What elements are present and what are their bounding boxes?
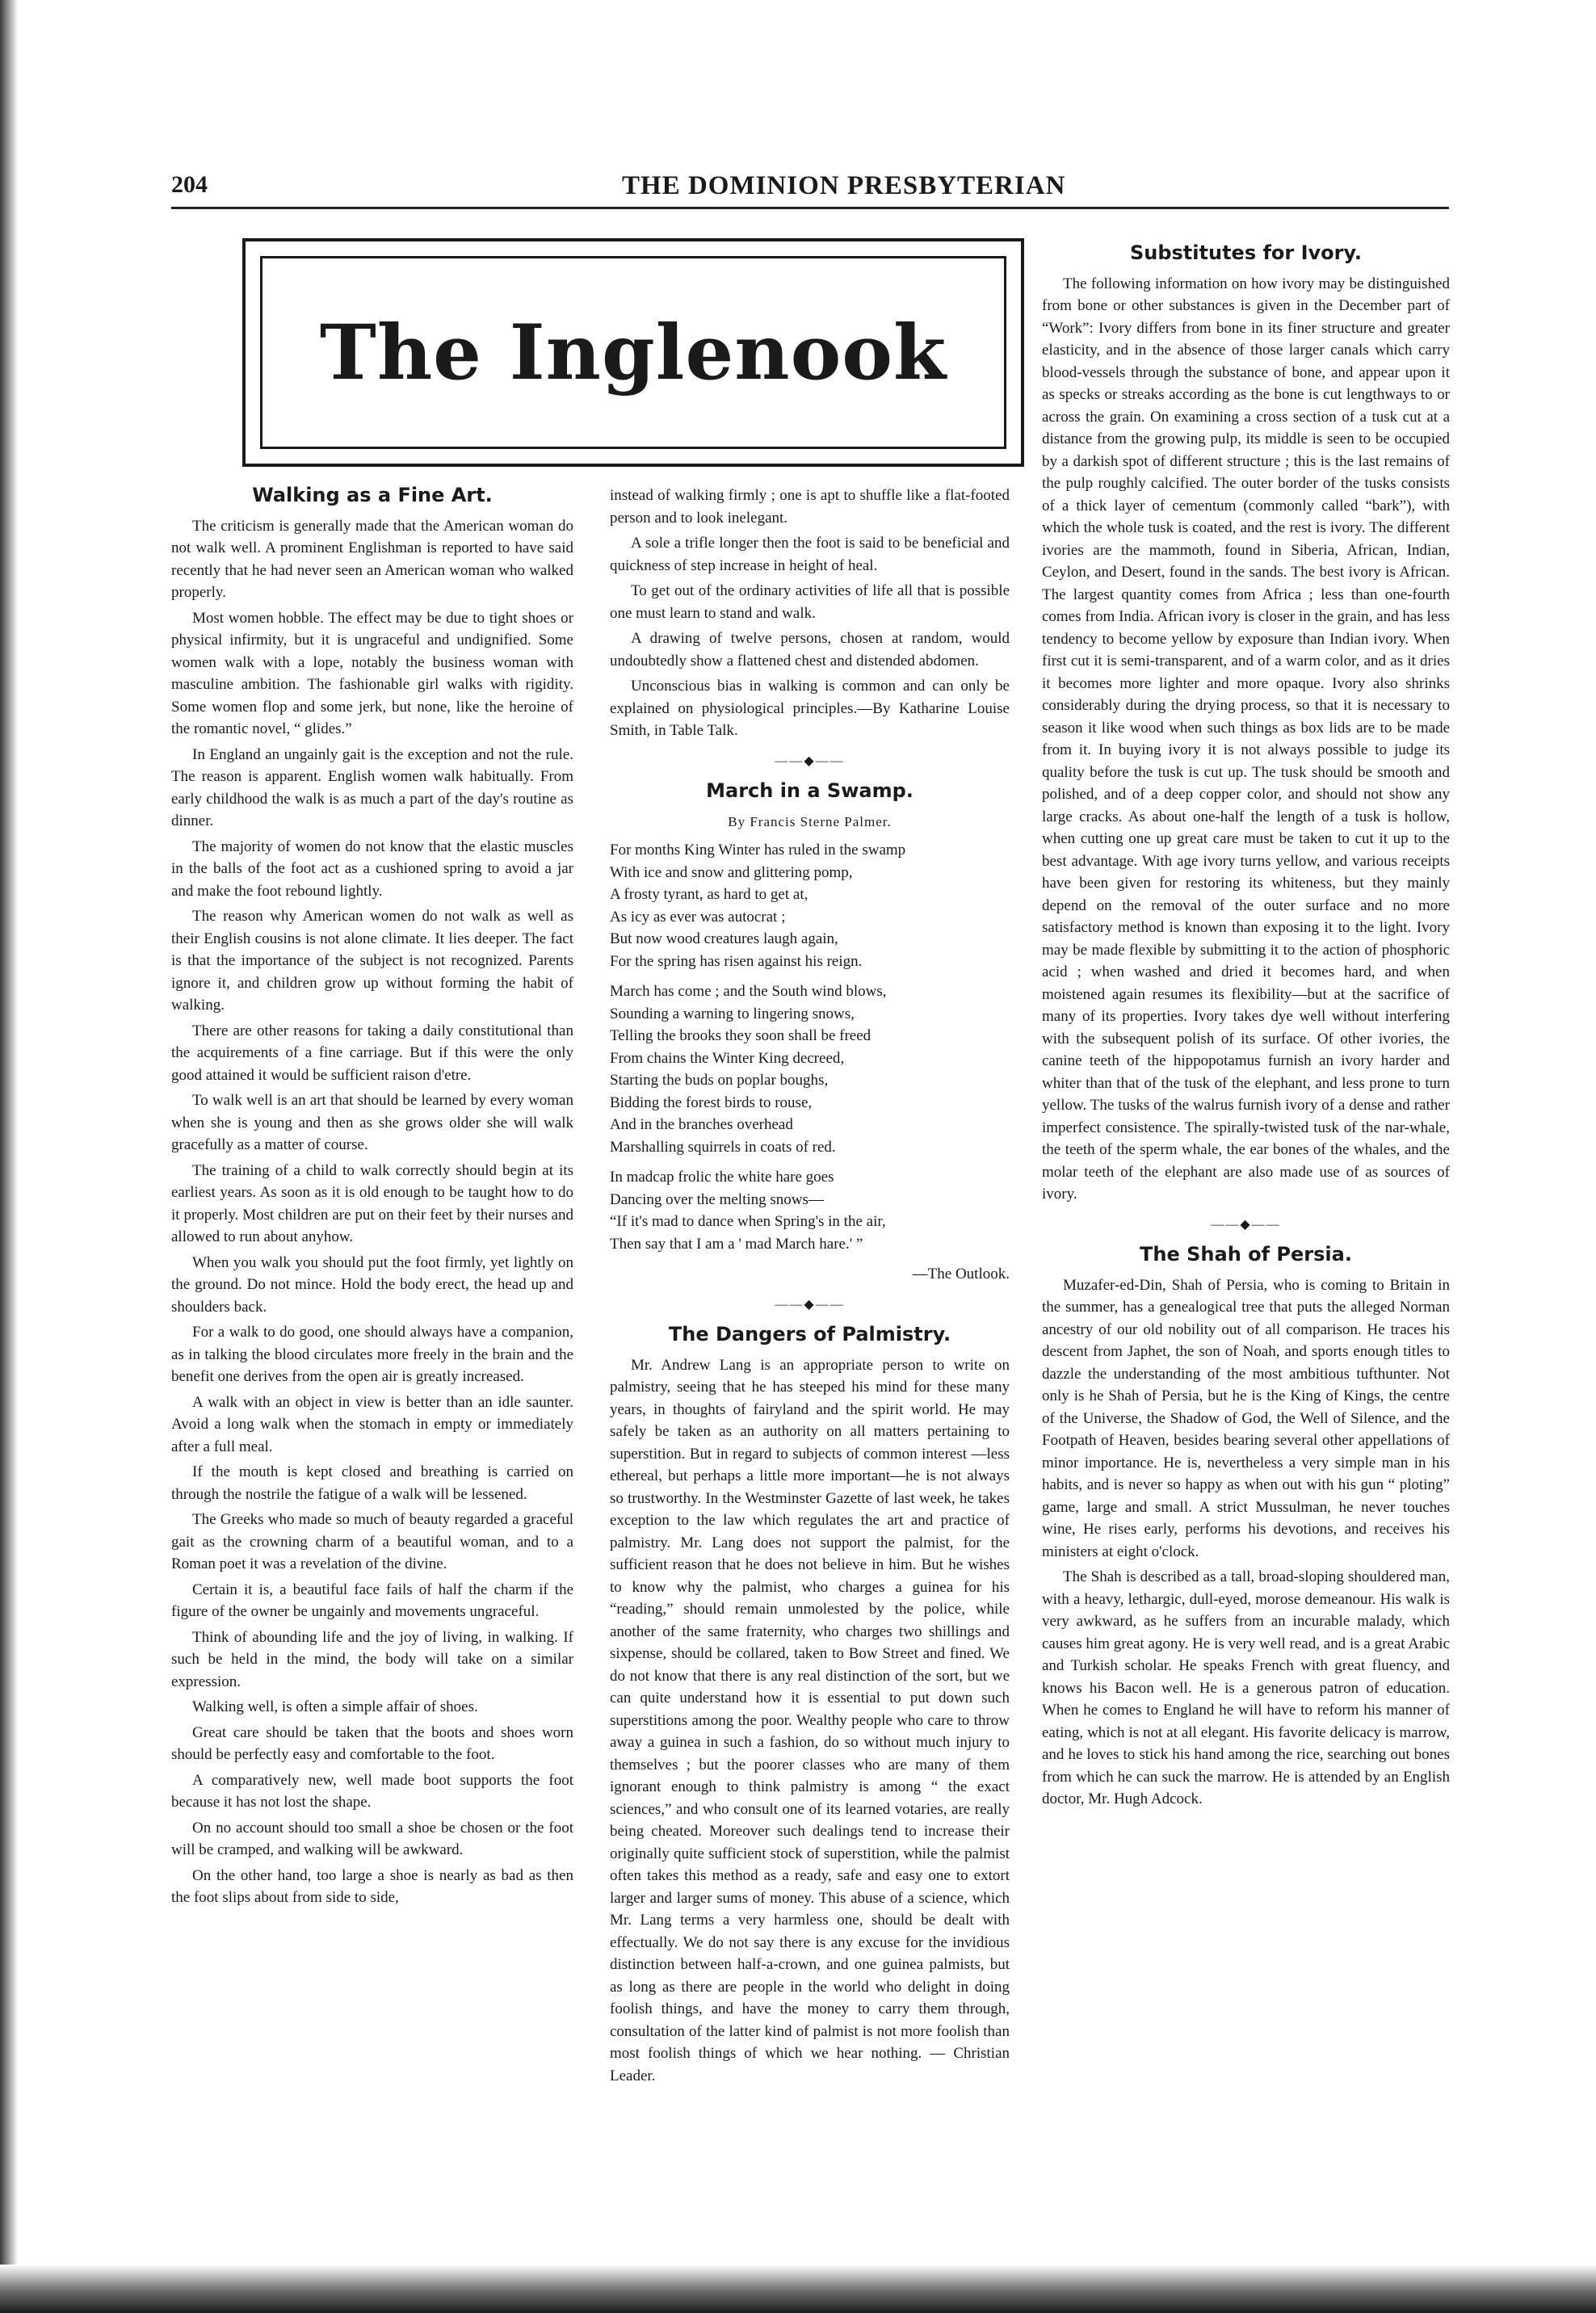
poem-line: For months King Winter has ruled in the swamp: [610, 842, 906, 858]
paragraph: For a walk to do good, one should always have a companion, as in talking the blood circulates more freely in the brain and the benefit one derives from the open air is greatly increased.: [171, 1324, 573, 1385]
running-head: THE DOMINION PRESBYTERIAN: [622, 171, 1066, 200]
paragraph: In England an ungainly gait is the exception and not the rule. The reason is apparent. English women walk habitually. From early childhood the walk is as much a part of the day's routine as dinner.: [171, 745, 573, 829]
paragraph: Great care should be taken that the boots and shoes worn should be perfectly easy and comfortable to the foot.: [171, 1723, 573, 1763]
paragraph: instead of walking firmly ; one is apt to shuffle like a flat-footed person and to look inelegant.: [610, 487, 1010, 527]
poem-credit: —The Outlook.: [912, 1266, 1010, 1282]
poem-line: But now wood creatures laugh again,: [610, 930, 838, 947]
poem-line: And in the branches overhead: [610, 1116, 793, 1133]
paragraph: Mr. Andrew Lang is an appropriate person to write on palmistry, seeing that he has steeped his mind for these many years, in thoughts of fairyland and the spirit world. He may safely be taken as an authority on all matters pertaining to superstition. But in regard to subjects of common interest —less ethereal, but perhaps a little more important—he is not always so trustworthy. In the Westminster Gazette of last week, he takes exception to the law which regulates the art and practice of palmistry. Mr. Lang does not support the palmist, for the sufficient reason that he does not believe in him. But he wishes to know why the palmist, who charges a guinea for his “reading,” should remain unmolested by the police, while another of the same fraternity, who charges two shillings and sixpense, should be collared, taken to Bow Street and fined. We do not know that there is any real distinction of the sort, but we can quite understand how it is essential to put down such superstitions among the poor. Wealthy people who care to throw away a guinea in such a fashion, do so without much injury to themselves ; but the poorer classes who are many of them ignorant enough to think palmistry is among “ the exact sciences,” and who consult one of its learned votaries, are really being cheated. Moreover such dealings tend to increase their originally quite sufficient stock of superstition, while the palmist often takes this method as a ready, safe and easy one to extort larger and larger sums of money. This abuse of a science, which Mr. Lang terms a very harmless one, should be dealt with effectually. We do not say there is any excuse for the invidious distinction between half-a-crown, and one guinea palmists, but as long as there are people in the world who delight in doing foolish things, and have the money to carry them through, consultation of the latter kind of palmist is not more foolish than most foolish things of which we hear nothing. — Christian Leader.: [610, 1356, 1010, 2084]
paragraph: A comparatively new, well made boot supports the foot because it has not lost the shape.: [171, 1771, 573, 1811]
poem-line: For the spring has risen against his reign.: [610, 952, 863, 970]
paragraph: If the mouth is kept closed and breathing is carried on through the nostrile the fatigue of a walk will be lessened.: [171, 1463, 573, 1503]
paragraph: The majority of women do not know that the elastic muscles in the balls of the foot act as a cushioned spring to avoid a jar and make the foot rebound lightly.: [171, 837, 573, 900]
paragraph: A sole a trifle longer then the foot is said to be beneficial and quickness of step increase in height of heal.: [610, 535, 1010, 574]
byline: By Francis Sterne Palmer.: [728, 813, 892, 829]
masthead-title: The Inglenook: [319, 308, 947, 397]
scan-edge-bottom: [0, 2265, 1596, 2313]
article-title-palmistry: The Dangers of Palmistry.: [668, 1323, 951, 1345]
article-title-ivory: Substitutes for Ivory.: [1129, 241, 1363, 264]
article-title-swamp: March in a Swamp.: [706, 779, 914, 802]
article-title-walking: Walking as a Fine Art.: [252, 484, 493, 506]
paragraph: The training of a child to walk correctly should begin at its earliest years. As soon as it is old enough to be taught how to do it properly. Most children are put on their feet by their nurses and allowed to run about anyhow.: [171, 1161, 573, 1245]
paragraph: Think of abounding life and the joy of living, in walking. If such be held in the mind, the body will take on a similar expression.: [171, 1628, 573, 1690]
paragraph: On the other hand, too large a shoe is nearly as bad as then the foot slips about from side to side,: [171, 1866, 573, 1906]
paragraph: Certain it is, a beautiful face fails of half the charm if the figure of the owner be ungainly and movements ungraceful.: [171, 1580, 573, 1620]
poem-line: Dancing over the melting snows—: [610, 1190, 824, 1208]
poem-line: Sounding a warning to lingering snows,: [610, 1005, 855, 1022]
paragraph: Most women hobble. The effect may be due to tight shoes or physical infirmity, but it is ungraceful and undignified. Some women walk with a lope, notably the business woman with masculine ambition. The fashionable girl walks with rigidity. Some women flop and some jerk, but none, like the heroine of the romantic novel, “ glides.”: [171, 609, 573, 737]
paragraph: To walk well is an art that should be learned by every woman when she is young and then as she grows older she will walk gracefully as a matter of course.: [171, 1092, 573, 1153]
masthead-frame: [242, 238, 1024, 467]
section-divider: ——◆——: [1211, 1217, 1281, 1232]
poem-line: “If it's mad to dance when Spring's in the air,: [610, 1213, 886, 1230]
poem-stanza: [610, 1166, 1010, 1255]
section-divider: ——◆——: [775, 754, 845, 768]
masthead-inner-frame: [260, 256, 1006, 449]
poem-line: Then say that I am a ' mad March hare.' ”: [610, 1235, 863, 1253]
header-rule: [171, 207, 1449, 209]
paragraph: The Greeks who made so much of beauty regarded a graceful gait as the crowning charm of a beautiful woman, and to a Roman poet it was a revelation of the divine.: [171, 1511, 573, 1572]
poem-stanza: [610, 839, 1010, 972]
paragraph: On no account should too small a shoe be chosen or the foot will be cramped, and walking will be awkward.: [171, 1819, 573, 1858]
poem-line: Telling the brooks they soon shall be freed: [610, 1027, 872, 1044]
paragraph: The Shah is described as a tall, broad-sloping shouldered man, with a heavy, lethargic, dull-eyed, morose demeanour. His walk is very awkward, as he suffers from an incurable malady, which causes him great agony. He is very well read, and is a great Arabic and Turkish scholar. He speaks French with great fluency, and knows his Bacon well. He is a generous patron of education. When he comes to England he will have to reform his manner of eating, which is not at all elegant. His favorite delicacy is marrow, and he loves to stick his hand among the rice, searching out bones from which he can suck the marrow. He is attended by an English doctor, Mr. Hugh Adcock.: [1042, 1568, 1450, 1807]
poem-line: As icy as ever was autocrat ;: [610, 908, 786, 926]
paragraph: A drawing of twelve persons, chosen at random, would undoubtedly show a flattened chest and distended abdomen.: [610, 630, 1010, 670]
article-title-shah: The Shah of Persia.: [1140, 1243, 1352, 1266]
page-number: 204: [171, 171, 208, 198]
paragraph: Walking well, is often a simple affair of shoes.: [192, 1698, 478, 1715]
poem-line: Bidding the forest birds to rouse,: [610, 1094, 813, 1111]
poem-line: March has come ; and the South wind blows,: [610, 983, 887, 1000]
paragraph: The reason why American women do not walk as well as their English cousins is not alone climate. It lies deeper. The fact is that the importance of the subject is not recognized. Parents ignore it, and children grow up without forming the habit of walking.: [171, 908, 573, 1014]
scan-edge-left: [0, 0, 18, 2313]
paragraph: Unconscious bias in walking is common and can only be explained on physiological principles.—By Katharine Louise Smith, in Table Talk.: [610, 678, 1010, 739]
column-3: [1042, 242, 1450, 1814]
poem-line: Starting the buds on poplar boughs,: [610, 1072, 829, 1089]
poem-line: With ice and snow and glittering pomp,: [610, 863, 853, 881]
poem-line: A frosty tyrant, as hard to get at,: [610, 886, 808, 903]
column-1: [171, 485, 573, 1912]
paragraph: A walk with an object in view is better than an idle saunter. Avoid a long walk when the stomach in empty or immediately after a full meal.: [171, 1393, 573, 1455]
paragraph: When you walk you should put the foot firmly, yet lightly on the ground. Do not mince. Hold the body erect, the head up and shoulders back.: [171, 1253, 573, 1316]
poem-stanza: [610, 980, 1010, 1158]
paragraph: The criticism is generally made that the American woman do not walk well. A prominent Englishman is reported to have said recently that he had never seen an American woman who walked properly.: [171, 517, 573, 601]
paragraph: The following information on how ivory may be distinguished from bone or other substances is given in the December part of “Work”: Ivory differs from bone in its finer structure and greater elasticity, and in the absence of those larger canals which carry blood-vessels through the substance of bone, and appear upon it as specks or streaks according as the bone is cut lengthways to or across the grain. On examining a cross section of a tusk cut at a distance from the growing pulp, its middle is seen to be occupied by a darkish spot of different structure ; this is the last remains of the pulp roughly calcified. The outer border of the tusks consists of a thick layer of cementum (commonly called “bark”), with which the whole tusk is coated, and the rest is ivory. The different ivories are the mammoth, found in Siberia, African, Indian, Ceylon, and Desert, found in the sands. The best ivory is African. The largest quantity comes from Africa ; less than one-fourth comes from India. African ivory is closer in the grain, and has less tendency to become yellow by exposure than Indian ivory. When first cut it is semi-transparent, and of a warm color, and as it dries it becomes more lighter and more opaque. Ivory also shrinks considerably during the drying process, so that it is necessary to season it like wood when such things as box lids are to be made from it. In buying ivory it is not always possible to judge its quality before the tusk is cut up. The tusk should be smooth and polished, and of a deep copper color, and should not show any large cracks. As about one-half the length of a tusk is hollow, when cutting one up great care must be taken to cut it up to the best advantage. With age ivory turns yellow, and various receipts have been given for restoring its whiteness, but they mainly depend on the removal of the outer surface and no more satisfactory method is known than exposing it to the light. Ivory may be made flexible by submitting it to the action of phosphoric acid ; when washed and dried it becomes hard, and when moistened again resumes its flexibility—but at the sacrifice of many of its properties. Ivory takes dye well without interfering with the subsequent polish of its surface. Of other ivories, the canine teeth of the hippopotamus furnish an ivory harder and whiter than that of the tusk of the elephant, and less prone to turn yellow. The tusks of the walrus furnish ivory of a dense and rather imperfect consistence. The spirally-twisted tusk of the nar-whale, the teeth of the sperm whale, the ear bones of the whales, and the molar teeth of the elephant are also made use of as sources of ivory.: [1042, 275, 1450, 1203]
poem-line: Marshalling squirrels in coats of red.: [610, 1138, 836, 1156]
paragraph: Muzafer-ed-Din, Shah of Persia, who is coming to Britain in the summer, has a genealogical tree that puts the alleged Norman ancestry of our old nobility out of all comparison. He traces his descent from Japhet, the son of Noah, and sports enough titles to dazzle the understanding of the most ambitious tufthunter. Not only is he Shah of Persia, but he is the King of Kings, the centre of the Universe, the Shadow of God, the Well of Silence, and the Footpath of Heaven, besides bearing several other appellations of minor importance. He is, nevertheless a very simple man in his habits, and is never so happy as when out with his gun “ ploting” game, large and small. A strict Mussulman, he never touches wine, He rises early, performs his devotions, and receives his ministers at eight o'clock.: [1042, 1276, 1450, 1560]
paragraph: To get out of the ordinary activities of life all that is possible one must learn to stand and walk.: [610, 582, 1010, 622]
paragraph: There are other reasons for taking a daily constitutional than the acquirements of a fine carriage. But if this were the only good attained it would be sufficient raison d'etre.: [171, 1022, 573, 1084]
column-2: [610, 485, 1010, 2090]
poem-line: In madcap frolic the white hare goes: [610, 1169, 834, 1186]
poem-line: From chains the Winter King decreed,: [610, 1049, 845, 1067]
section-divider: ——◆——: [775, 1297, 845, 1312]
